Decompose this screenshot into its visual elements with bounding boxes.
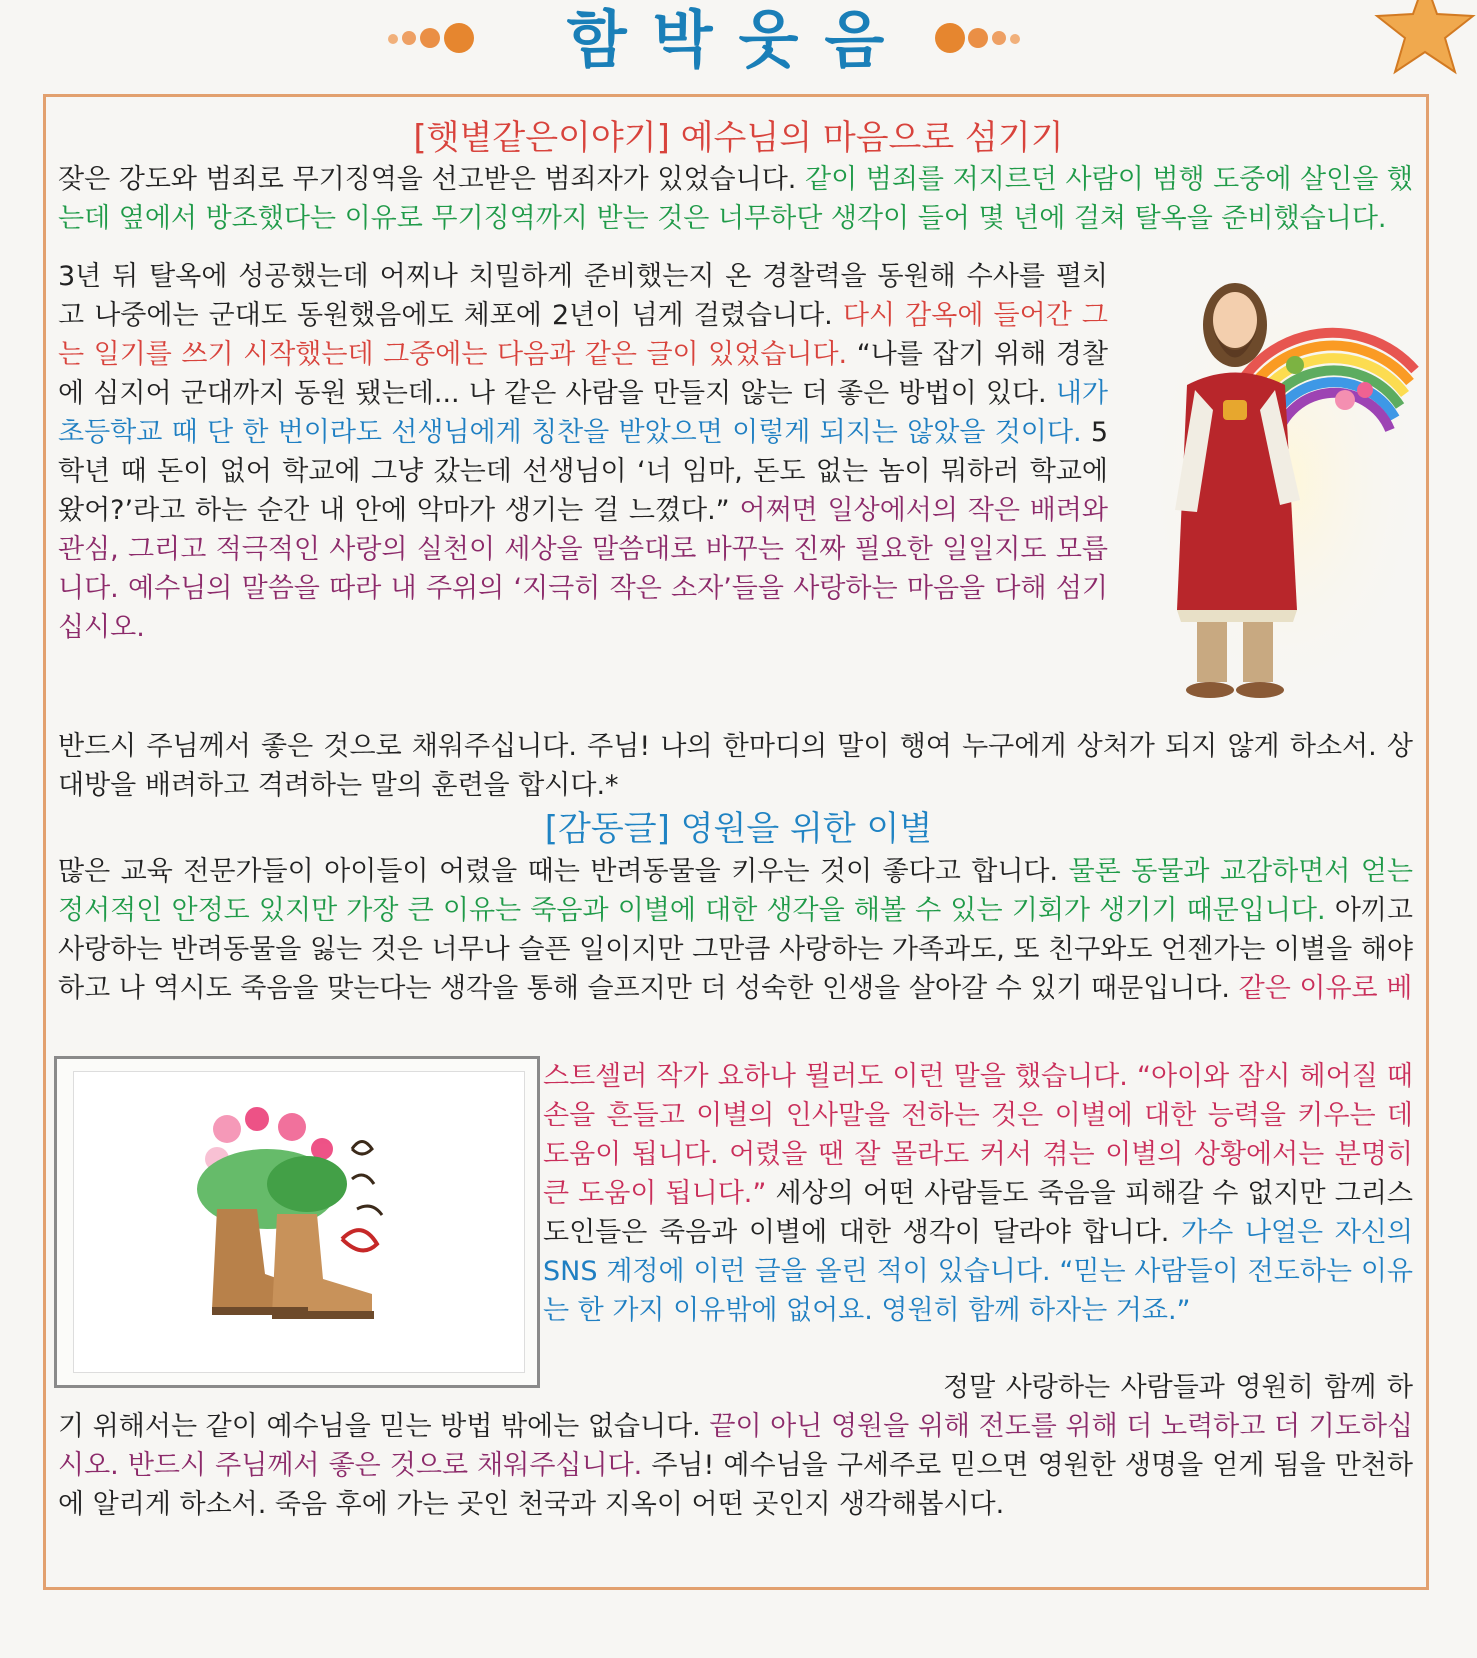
boots-illustration-card — [54, 1056, 540, 1388]
story2-s4a: 같은 이유로 베 — [1238, 973, 1413, 1004]
story1-s1: 잦은 강도와 범죄로 무기징역을 선고받은 범죄자가 있었습니다. — [58, 164, 797, 195]
boots-illustration — [157, 1089, 457, 1349]
story1-s8: 어쩌면 일상에서의 작은 배려와 관심, 그리고 적극적인 사랑의 실천이 세상을 말씀대로 바꾸는 진짜 필요한 일일지도 모릅니다. 예수님의 말씀을 따라 내 주위의 ‘지극히 작은 소자’들을 사랑하는 마음을 다해 섬기십시오. — [58, 495, 1108, 643]
story1-s4: 다시 감옥에 들어간 그는 일기를 쓰기 시작했는데 그중에는 다음과 같은 글이 있었습니다. — [58, 300, 1108, 370]
jesus-illustration — [1135, 250, 1420, 720]
story1-s5: “나를 잡기 위해 경찰에 심지어 군대까지 동원 됐는데... 나 같은 사람을 만들지 않는 더 좋은 방법이 있다. — [58, 339, 1108, 409]
story2-heading: [감동글] 영원을 위한 이별 — [544, 809, 933, 849]
story2-s1: 많은 교육 전문가들이 아이들이 어렸을 때는 반려동물을 키우는 것이 좋다고 합니다. — [58, 856, 1059, 887]
story1-s7: 5학년 때 돈이 없어 학교에 그냥 갔는데 선생님이 ‘너 임마, 돈도 없는 놈이 뭐하러 학교에 왔어?’라고 하는 순간 내 안에 악마가 생기는 걸 느꼈다.” — [58, 417, 1108, 526]
story1-paragraph — [58, 160, 1413, 238]
story2-paragraph-3 — [58, 1368, 1413, 1524]
story1-s3: 3년 뒤 탈옥에 성공했는데 어찌나 치밀하게 준비했는지 온 경찰력을 동원해 수사를 펼치고 나중에는 군대도 동원했음에도 체포에 2년이 넘게 걸렸습니다. — [58, 261, 1108, 331]
story2-s6: 가수 나얼은 자신의 SNS 계정에 이런 글을 올린 적이 있습니다. “믿는 사람들이 전도하는 이유는 한 가지 이유밖에 없어요. 영원히 함께 하자는 거죠.” — [543, 1217, 1413, 1326]
story1-s6: 내가 초등학교 때 단 한 번이라도 선생님에게 칭찬을 받았으면 이렇게 되지는 않았을 것이다. — [58, 378, 1108, 448]
story1-heading: [햇볕같은이야기] 예수님의 마음으로 섬기기 — [413, 118, 1064, 158]
story2-s4b: 스트셀러 작가 요하나 뮐러도 이런 말을 했습니다. “아이와 잠시 헤어질 때 손을 흔들고 이별의 인사말을 전하는 것은 이별에 대한 능력을 키우는 데 도움이 됩니다. 어렸을 땐 잘 몰라도 커서 겪는 이별의 상황에서는 분명히 큰 도움이 됩니다.” — [543, 1061, 1413, 1209]
story1-s2: 같이 범죄를 저지르던 사람이 범행 도중에 살인을 했는데 옆에서 방조했다는 이유로 무기징역까지 받는 것은 너무하단 생각이 들어 몇 년에 걸쳐 탈옥을 준비했습니다. — [58, 164, 1413, 234]
story1-paragraph-2 — [58, 257, 1108, 647]
story1-s9: 반드시 주님께서 좋은 것으로 채워주십니다. 주님! 나의 한마디의 말이 행여 누구에게 상처가 되지 않게 하소서. 상대방을 배려하고 격려하는 말의 훈련을 합시다.* — [58, 731, 1413, 801]
page-title: 함박웃음 — [566, 3, 911, 76]
story2-paragraph — [58, 852, 1413, 1008]
story2-s3: 아끼고 사랑하는 반려동물을 잃는 것은 너무나 슬픈 일이지만 그만큼 사랑하는 가족과도, 또 친구와도 언젠가는 이별을 해야 하고 나 역시도 죽음을 맞는다는 생각을 통해 슬프지만 더 성숙한 인생을 살아갈 수 있기 때문입니다. — [58, 895, 1413, 1004]
story1-paragraph-3 — [58, 727, 1413, 805]
story2-s8: 끝이 아닌 영원을 위해 전도를 위해 더 노력하고 더 기도하십시오. 반드시 주님께서 좋은 것으로 채워주십니다. — [58, 1411, 1413, 1481]
story2-paragraph-2 — [543, 1057, 1413, 1330]
story2-s5: 세상의 어떤 사람들도 죽음을 피해갈 수 없지만 그리스도인들은 죽음과 이별에 대한 생각이 달라야 합니다. — [543, 1178, 1413, 1248]
story2-s7: 정말 사랑하는 사람들과 영원히 함께 하기 위해서는 같이 예수님을 믿는 방법 밖에는 없습니다. — [58, 1372, 1413, 1442]
story2-s2: 물론 동물과 교감하면서 얻는 정서적인 안정도 있지만 가장 큰 이유는 죽음과 이별에 대한 생각을 해볼 수 있는 기회가 생기기 때문입니다. — [58, 856, 1413, 926]
story2-s9: 주님! 예수님을 구세주로 믿으면 영원한 생명을 얻게 됨을 만천하에 알리게 하소서. 죽음 후에 가는 곳인 천국과 지옥이 어떤 곳인지 생각해봅시다. — [58, 1450, 1413, 1520]
